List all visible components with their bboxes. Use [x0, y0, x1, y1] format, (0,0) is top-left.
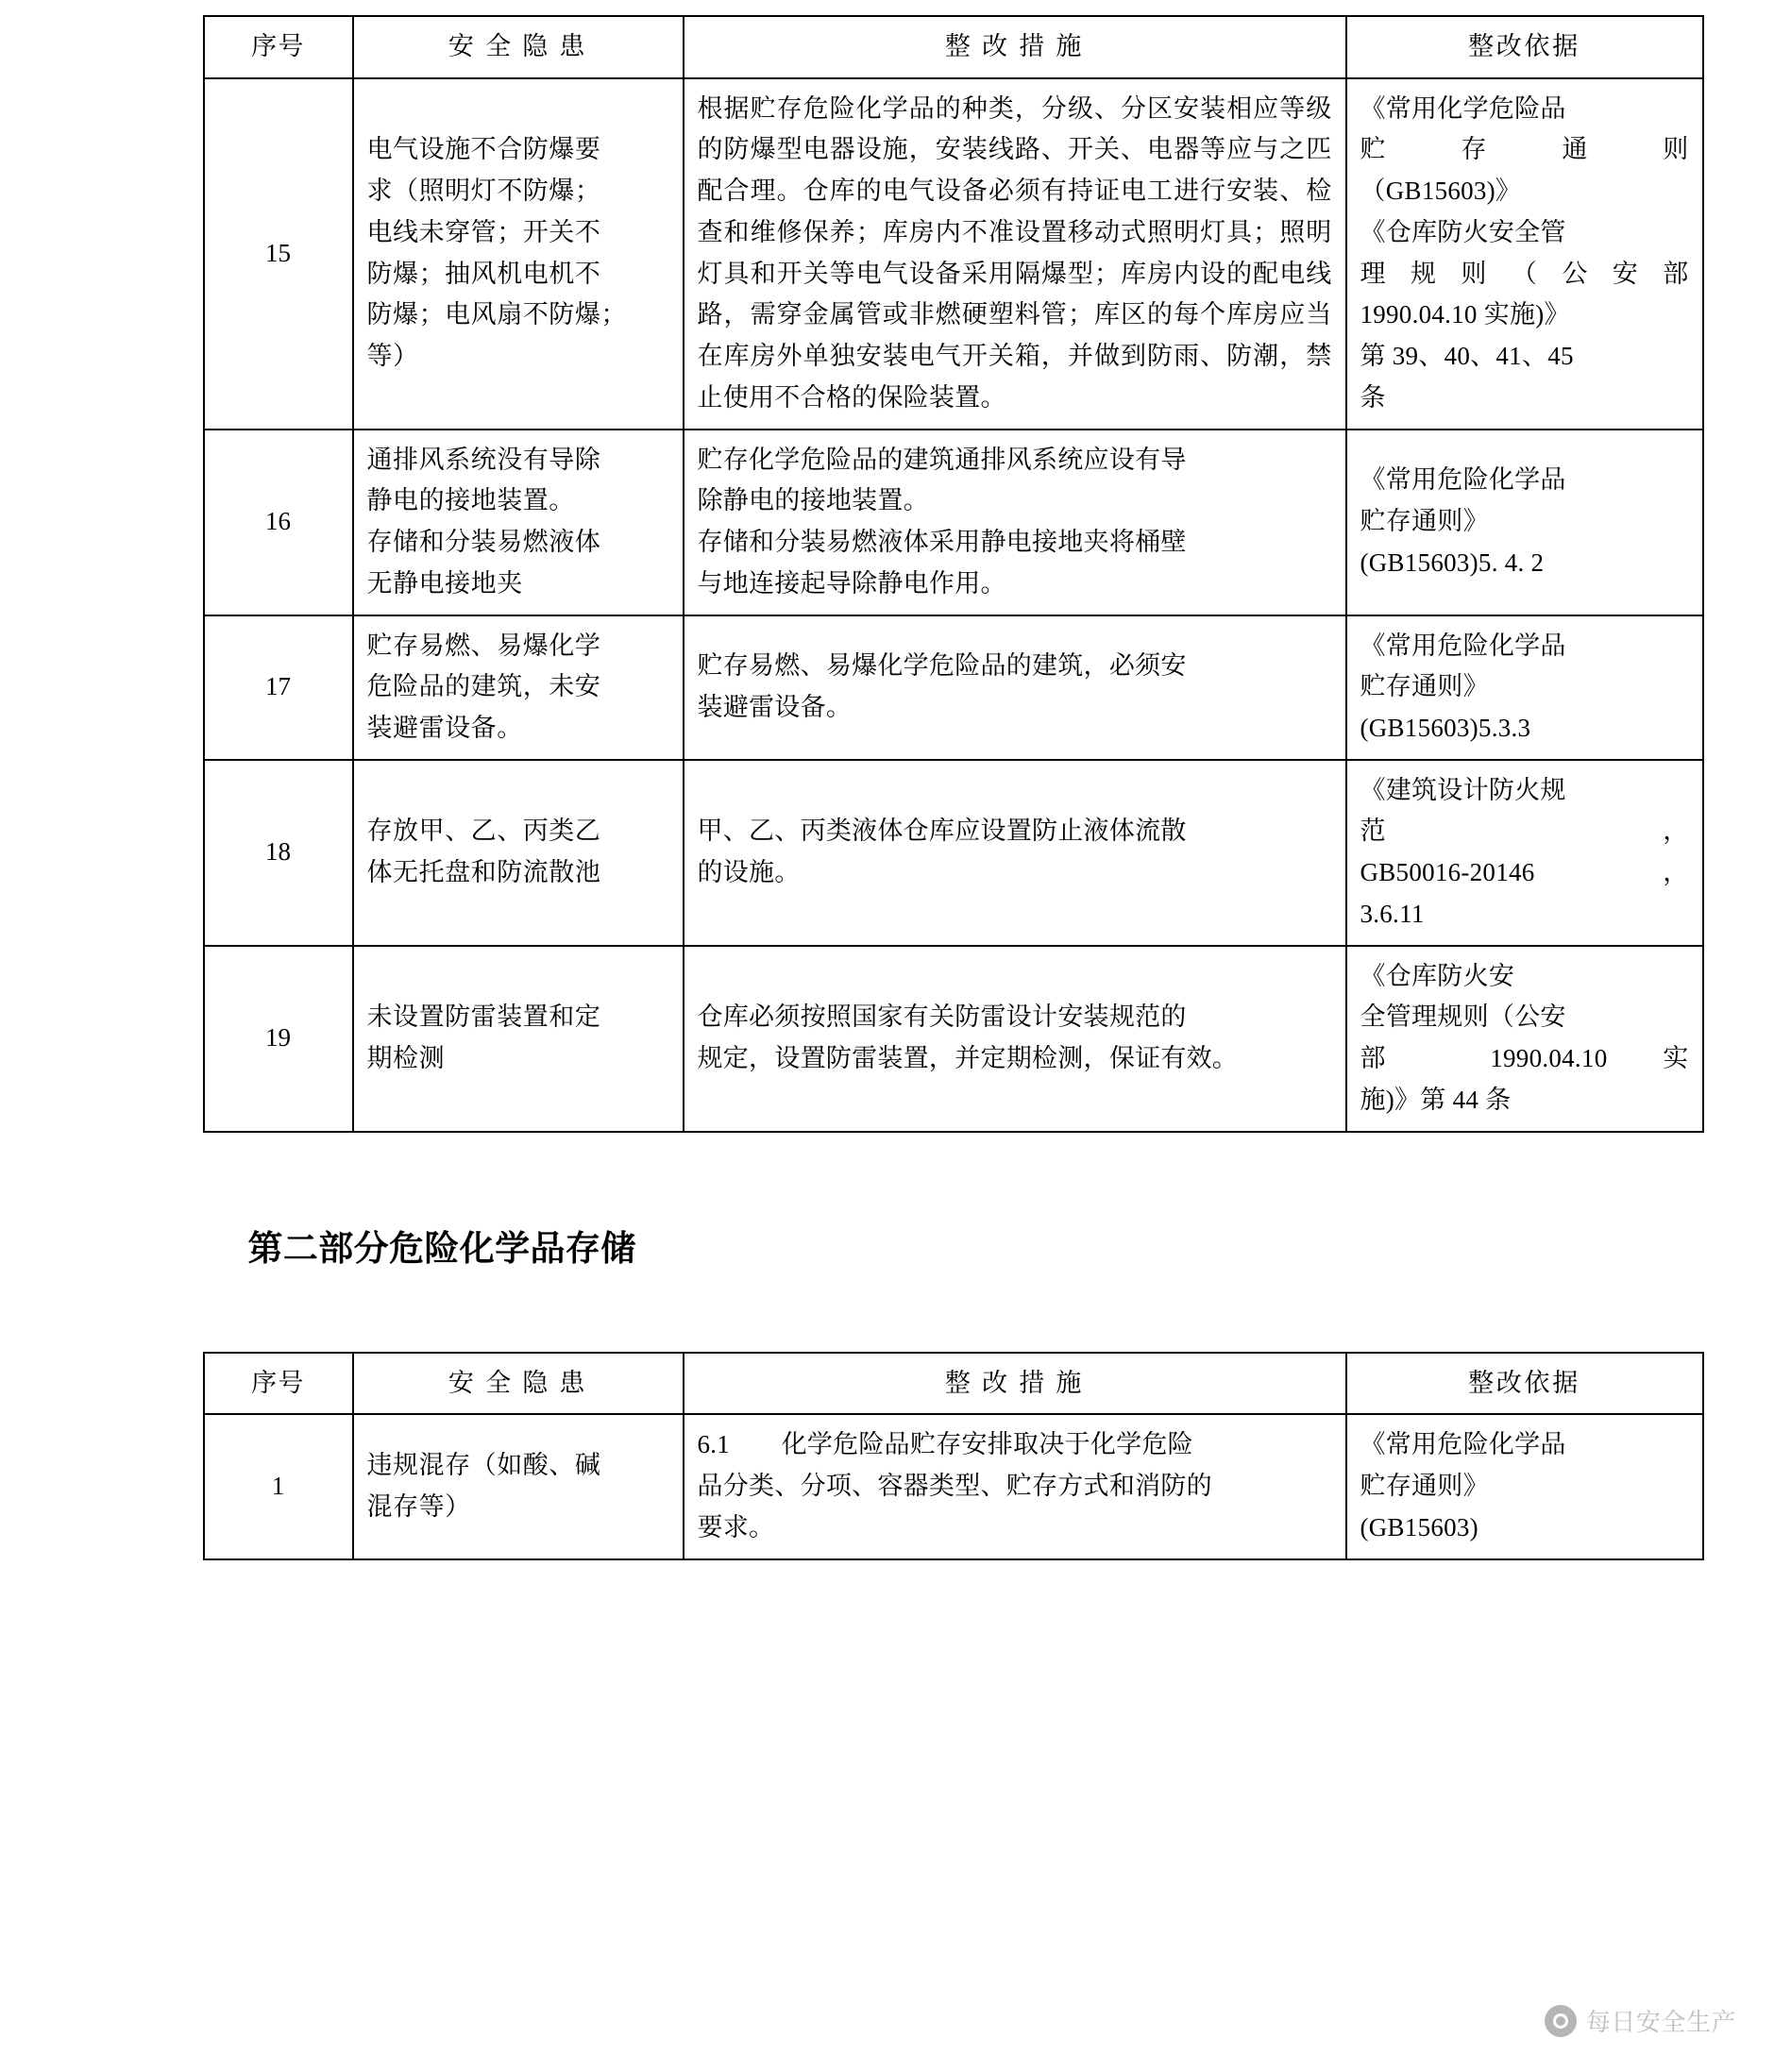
basis-line: 1990.04.10 实施)》	[1360, 300, 1570, 329]
column-header-no: 序号	[204, 16, 353, 78]
column-header-basis: 整改依据	[1346, 1353, 1703, 1415]
basis-line: 范 ，	[1360, 817, 1689, 846]
hazard-line: 电气设施不合防爆要	[366, 135, 601, 164]
hazard-line: 存放甲、乙、丙类乙	[366, 817, 601, 846]
hazard-line: 无静电接地夹	[366, 568, 523, 598]
table-row	[204, 78, 1703, 430]
basis-line: 《建筑设计防火规	[1360, 775, 1566, 804]
cell-hazard	[353, 615, 684, 760]
cell-measure: 根据贮存危险化学品的种类，分级、分区安装相应等级的防爆型电器设施，安装线路、开关、电器等应与之匹配合理。仓库的电气设备必须有持证电工进行安装、检查和维修保养；库房内不准设置移动式照明灯具；照明灯具和开关等电气设备采用隔爆型；库房内设的配电线路，需穿金属管或非燃硬塑料管；库区的每个库房应当在库房外单独安装电气开关箱，并做到防雨、防潮，禁止使用不合格的保险装置。	[684, 78, 1346, 430]
table-part-one-continued	[203, 15, 1704, 1133]
cell-measure	[684, 946, 1346, 1132]
hazard-line: 等）	[366, 342, 419, 371]
cell-basis	[1346, 78, 1703, 430]
basis-line: 《常用化学危险品	[1360, 93, 1566, 123]
cell-basis	[1346, 430, 1703, 615]
measure-line: 规定，设置防雷装置，并定期检测，保证有效。	[697, 1044, 1239, 1073]
basis-line: GB50016-20146 ，	[1360, 858, 1689, 887]
cell-hazard	[353, 78, 684, 430]
cell-no: 19	[204, 946, 353, 1132]
cell-no: 17	[204, 615, 353, 760]
table-body	[204, 78, 1703, 1132]
column-header-hazard: 安 全 隐 患	[353, 16, 684, 78]
hazard-line: 防爆；抽风机电机不	[366, 259, 601, 288]
cell-measure	[684, 430, 1346, 615]
basis-line: 贮 存 通 则	[1360, 135, 1689, 164]
basis-line: 贮存通则》	[1360, 672, 1489, 701]
top-spacer	[0, 0, 1791, 15]
measure-line: 存储和分装易燃液体采用静电接地夹将桶壁	[697, 528, 1187, 557]
cell-basis	[1346, 946, 1703, 1132]
hazard-line: 存储和分装易燃液体	[366, 528, 601, 557]
circle-logo-icon	[1545, 2005, 1577, 2037]
cell-no: 16	[204, 430, 353, 615]
measure-line: 仓库必须按照国家有关防雷设计安装规范的	[697, 1002, 1187, 1032]
measure-line: 品分类、分项、容器类型、贮存方式和消防的	[697, 1472, 1212, 1501]
hazard-line: 危险品的建筑，未安	[366, 672, 601, 701]
basis-line: （GB15603)》	[1360, 177, 1522, 206]
table-header-row	[204, 1353, 1703, 1415]
column-header-no: 序号	[204, 1353, 353, 1415]
hazard-line: 贮存易燃、易爆化学	[366, 631, 601, 660]
basis-line: 全管理规则（公安	[1360, 1002, 1566, 1032]
cell-hazard	[353, 430, 684, 615]
table-row	[204, 430, 1703, 615]
basis-line: 《常用危险化学品	[1360, 465, 1566, 495]
measure-line: 贮存化学危险品的建筑通排风系统应设有导	[697, 445, 1187, 474]
section-title: 第二部分危险化学品存储	[247, 1228, 636, 1268]
basis-line: 贮存通则》	[1360, 507, 1489, 536]
cell-hazard	[353, 1414, 684, 1558]
watermark	[1545, 2003, 1736, 2038]
cell-no: 15	[204, 78, 353, 430]
hazard-line: 防爆；电风扇不防爆；	[366, 300, 627, 329]
table-part-two-wrapper	[203, 1352, 1589, 1560]
measure-line: 6.1 化学危险品贮存安排取决于化学危险	[697, 1430, 1193, 1459]
basis-line: 贮存通则》	[1360, 1472, 1489, 1501]
hazard-line: 未设置防雷装置和定	[366, 1002, 601, 1032]
measure-line: 的设施。	[697, 858, 801, 887]
cell-measure	[684, 1414, 1346, 1558]
basis-line: 条	[1360, 382, 1386, 412]
basis-line: 理规则（公安部	[1360, 259, 1689, 288]
measure-line: 装避雷设备。	[697, 693, 853, 722]
column-header-basis: 整改依据	[1346, 16, 1703, 78]
table-part-two	[203, 1352, 1704, 1560]
cell-measure	[684, 760, 1346, 946]
measure-line: 与地连接起导除静电作用。	[697, 568, 1006, 598]
measure-line: 贮存易燃、易爆化学危险品的建筑，必须安	[697, 651, 1187, 681]
hazard-line: 体无托盘和防流散池	[366, 858, 601, 887]
basis-line: (GB15603)	[1360, 1512, 1478, 1541]
measure-line: 甲、乙、丙类液体仓库应设置防止液体流散	[697, 817, 1187, 846]
basis-line: 《常用危险化学品	[1360, 631, 1566, 660]
basis-line: 部 1990.04.10 实	[1360, 1044, 1689, 1073]
cell-hazard	[353, 946, 684, 1132]
table-row	[204, 615, 1703, 760]
measure-line: 要求。	[697, 1512, 775, 1541]
cell-basis	[1346, 1414, 1703, 1558]
watermark-label: 每日安全生产	[1585, 2008, 1736, 2036]
cell-no: 18	[204, 760, 353, 946]
table-row	[204, 760, 1703, 946]
table-body	[204, 1414, 1703, 1558]
hazard-line: 混存等）	[366, 1491, 471, 1521]
cell-basis	[1346, 615, 1703, 760]
cell-measure	[684, 615, 1346, 760]
basis-line: 施)》第 44 条	[1360, 1085, 1512, 1114]
basis-line: 3.6.11	[1360, 899, 1425, 928]
basis-line: (GB15603)5. 4. 2	[1360, 547, 1545, 577]
basis-line: (GB15603)5.3.3	[1360, 714, 1531, 743]
basis-line: 第 39、40、41、45	[1360, 342, 1574, 371]
hazard-line: 期检测	[366, 1044, 446, 1073]
basis-line: 《仓库防火安	[1360, 961, 1515, 990]
basis-line: 《仓库防火安全管	[1360, 217, 1566, 246]
table-row	[204, 1414, 1703, 1558]
table-row	[204, 946, 1703, 1132]
basis-line: 《常用危险化学品	[1360, 1430, 1566, 1459]
section-spacer	[0, 1271, 1791, 1352]
cell-basis	[1346, 760, 1703, 946]
hazard-line: 静电的接地装置。	[366, 486, 575, 515]
table-header	[204, 16, 1703, 78]
measure-line: 除静电的接地装置。	[697, 486, 929, 515]
hazard-line: 求（照明灯不防爆；	[366, 177, 601, 206]
hazard-line: 电线未穿管；开关不	[366, 217, 601, 246]
table-header	[204, 1353, 1703, 1415]
table-header-row	[204, 16, 1703, 78]
column-header-measure: 整 改 措 施	[684, 1353, 1346, 1415]
hazard-line: 装避雷设备。	[366, 714, 523, 743]
column-header-hazard: 安 全 隐 患	[353, 1353, 684, 1415]
hazard-line: 通排风系统没有导除	[366, 445, 601, 474]
column-header-measure: 整 改 措 施	[684, 16, 1346, 78]
cell-hazard	[353, 760, 684, 946]
cell-no: 1	[204, 1414, 353, 1558]
hazard-line: 违规混存（如酸、碱	[366, 1451, 601, 1480]
table-part-one-continued-wrapper	[203, 15, 1689, 1133]
